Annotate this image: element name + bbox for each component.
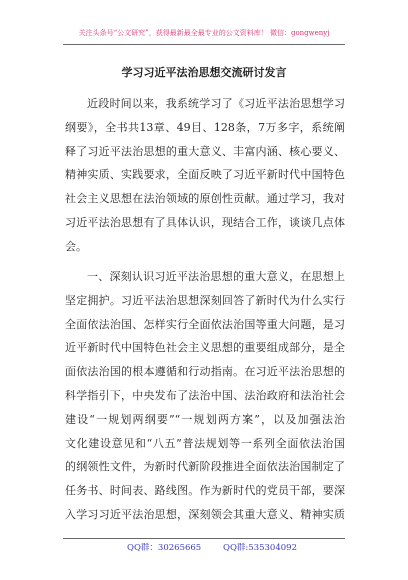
paragraph-line: 近平新时代中国特色社会主义思想的重要组成部分，是全 (65, 341, 345, 355)
footer-divider (63, 538, 345, 539)
paragraph-2 (65, 265, 345, 527)
paragraph-line: 会。 (65, 239, 87, 253)
paragraph-line: 一、深刻认识习近平法治思想的重大意义，在思想上 (87, 270, 345, 283)
paragraph-line: 科学指引下，中央发布了法治中国、法治政府和法治社会 (65, 388, 345, 402)
paragraph-1 (65, 92, 345, 259)
page-header-notice: 关注头条号“公文研究”，获得最新最全最专业的公文资料库！ 微信：gongwenyj (78, 29, 330, 37)
paragraph-line: 建设“一规划两纲要”“一规划两方案”，以及加强法治 (65, 412, 345, 426)
paragraph-line: 面依法治国的根本遵循和行动指南。在习近平法治思想的 (65, 365, 345, 379)
paragraph-line: 任务书、时间表、路线图。作为新时代的党员干部，要深 (65, 484, 345, 498)
header-divider (63, 44, 345, 45)
paragraph-line: 纲要》，全书共13章、49目、128条，7万多字，系统阐 (65, 120, 345, 134)
paragraph-line: 社会主义思想在法治领域的原创性贡献。通过学习，我对 (65, 192, 345, 206)
paragraph-line: 全面依法治国、怎样实行全面依法治国等重大问题，是习 (65, 317, 345, 331)
paragraph-line: 习近平法治思想有了具体认识，现结合工作，谈谈几点体 (65, 215, 345, 229)
paragraph-line: 近段时间以来，我系统学习了《习近平法治思想学习 (87, 97, 345, 110)
paragraph-line: 坚定拥护。习近平法治思想深刻回答了新时代为什么实行 (65, 293, 345, 307)
document-title: 学习习近平法治思想交流研讨发言 (121, 66, 287, 79)
paragraph-line: 入学习习近平法治思想，深刻领会其重大意义、精神实质 (65, 507, 345, 521)
paragraph-line: 释了习近平法治思想的重大意义、丰富内涵、核心要义、 (65, 144, 345, 158)
paragraph-line: 精神实质、实践要求，全面反映了习近平新时代中国特色 (65, 168, 345, 182)
paragraph-line: 文化建设意见和“八五”普法规划等一系列全面依法治国 (65, 436, 345, 450)
footer-qq-group-2: QQ群:535304092 (223, 543, 297, 553)
footer-qq-group-1: QQ群：30265665 (127, 543, 202, 553)
paragraph-line: 的纲领性文件，为新时代新阶段推进全面依法治国制定了 (65, 460, 345, 474)
